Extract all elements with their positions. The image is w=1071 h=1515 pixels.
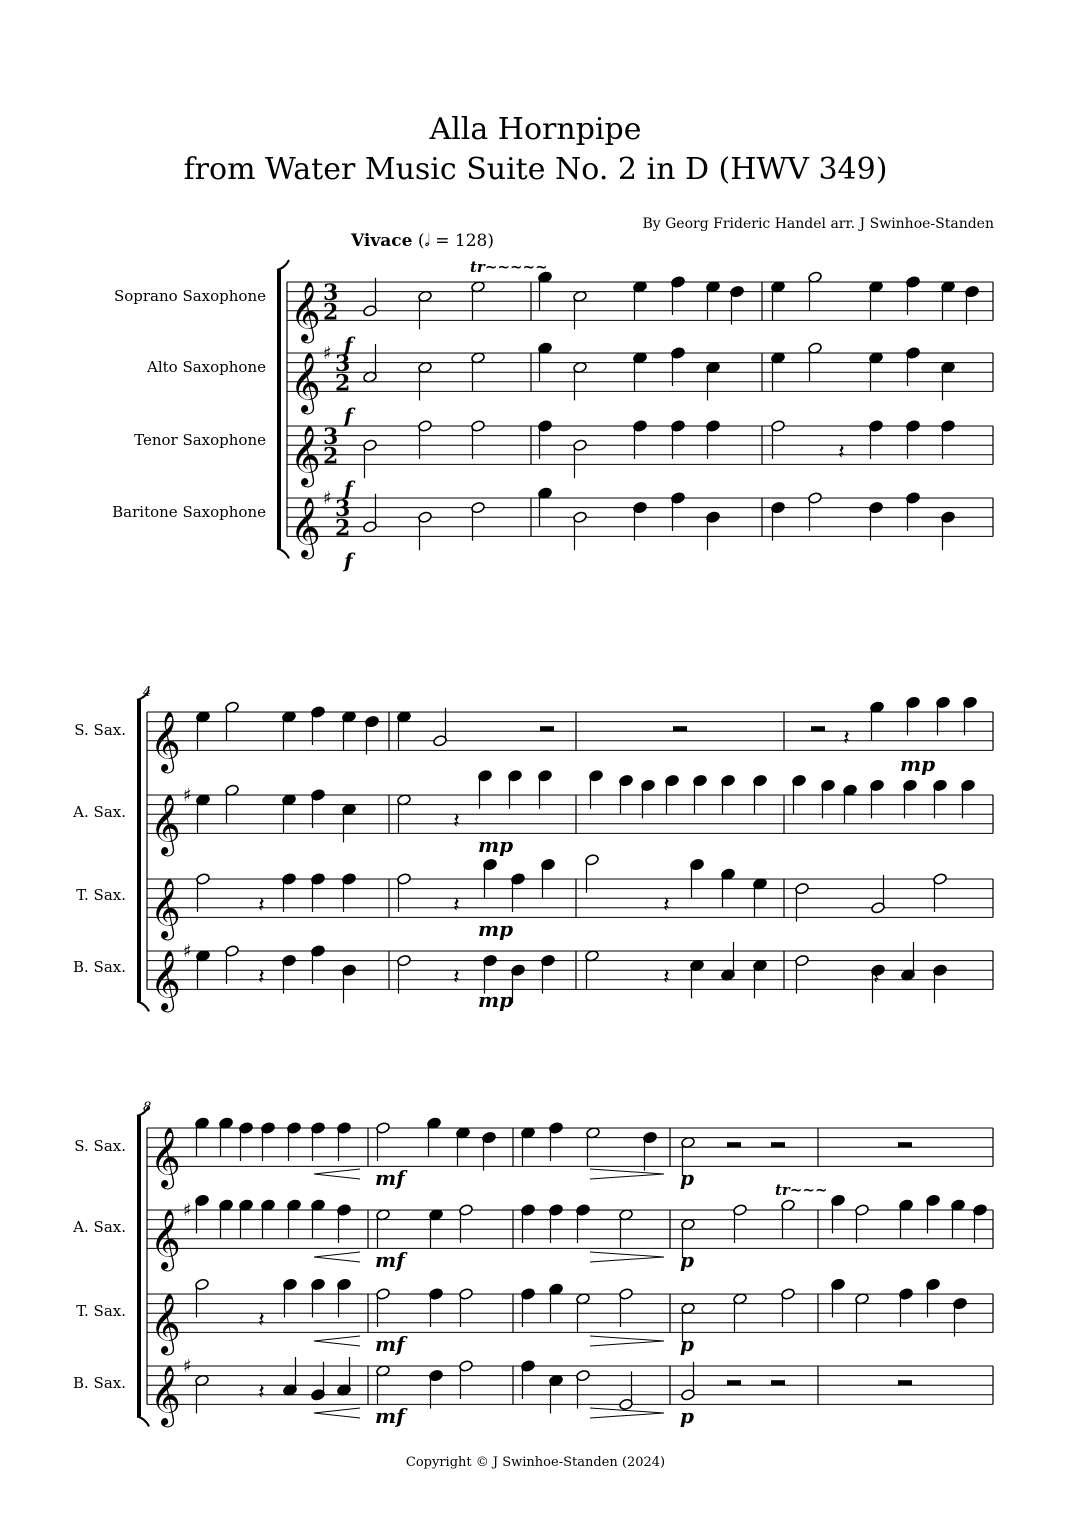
half-rest [540,726,554,731]
quarter-rest: 𝄽 [258,892,265,918]
decrescendo-hairpin [590,1169,664,1179]
system-bracket [137,700,141,1001]
measure-number-8: 8 [143,1100,152,1115]
instrument-name-baritone: Baritone Saxophone [112,503,266,521]
system-bracket [277,270,281,548]
dynamic-mp: mp [478,988,514,1012]
time-sig-denominator: 2 [323,443,339,470]
dynamic-p: p [680,1404,694,1428]
quarter-rest: 𝄽 [258,1307,265,1333]
copyright-notice: Copyright © J Swinhoe-Standen (2024) [405,1455,666,1470]
time-sig-denominator: 2 [323,299,339,326]
dynamic-mf: mf [375,1404,405,1428]
key-sharp: ♯ [323,488,332,509]
composer-credit: By Georg Frideric Handel arr. J Swinhoe-Standen [642,216,994,232]
instrument-short-tenor-s2: T. Sax. [76,886,126,904]
time-sig-numerator: 3 [323,424,339,451]
instrument-short-alto-s3: A. Sax. [73,1218,126,1236]
treble-clef: 𝄞 [150,794,181,855]
half-rest [898,1380,912,1385]
instrument-name-tenor: Tenor Saxophone [134,431,266,449]
instrument-short-soprano-s3: S. Sax. [74,1137,126,1155]
treble-clef: 𝄞 [290,497,321,558]
dynamic-p: p [680,1166,694,1190]
dynamic-mp: mp [478,833,514,857]
bracket-bottom-hook [137,1416,149,1426]
quarter-rest: 𝄽 [453,892,460,918]
treble-clef: 𝄞 [150,1365,181,1426]
dynamic-mf: mf [375,1166,405,1190]
half-rest [811,726,825,731]
treble-clef: 𝄞 [150,1293,181,1354]
treble-clef: 𝄞 [150,950,181,1011]
key-sharp: ♯ [183,1356,192,1377]
measure-number-4: 4 [143,685,152,700]
key-sharp: ♯ [183,1200,192,1221]
treble-clef: 𝄞 [150,1127,181,1188]
treble-clef: 𝄞 [150,878,181,939]
treble-clef: 𝄞 [290,281,321,342]
dynamic-mp: mp [900,752,936,776]
half-rest [727,1380,741,1385]
bracket-bottom-hook [137,1001,149,1011]
tempo-metronome: (𝅗𝅥 = 128) [417,231,495,251]
dynamic-mf: mf [375,1248,405,1272]
instrument-name-alto: Alto Saxophone [147,358,266,376]
trill-icon: tr~~~ [775,1181,828,1199]
dynamic-mp: mp [478,917,514,941]
instrument-short-baritone-s2: B. Sax. [72,958,126,976]
instrument-short-alto-s2: A. Sax. [73,803,126,821]
bracket-top-hook [277,260,289,270]
dynamic-p: p [680,1248,694,1272]
decrescendo-hairpin [590,1252,664,1262]
quarter-rest: 𝄽 [663,892,670,918]
key-sharp: ♯ [323,343,332,364]
half-rest [771,1142,785,1147]
half-note-icon: 𝅗𝅥 [424,231,430,251]
key-sharp: ♯ [183,941,192,962]
bracket-bottom-hook [277,548,289,558]
treble-clef: 𝄞 [150,1209,181,1270]
score-title: Alla Hornpipe [429,112,642,147]
staves [137,260,993,1427]
treble-clef: 𝄞 [290,425,321,486]
dynamic-f: f [344,476,353,501]
half-rest [673,726,687,731]
dynamic-f: f [344,332,353,357]
instrument-name-soprano: Soprano Saxophone [113,287,266,305]
quarter-rest: 𝄽 [258,1379,265,1405]
half-rest [771,1380,785,1385]
treble-clef: 𝄞 [150,711,181,772]
quarter-rest: 𝄽 [873,964,880,990]
time-sig-denominator: 2 [335,370,351,397]
quarter-rest: 𝄽 [843,725,850,751]
time-sig-numerator: 3 [323,280,339,307]
time-sig-denominator: 2 [335,515,351,542]
key-sharp: ♯ [183,785,192,806]
time-sig-numerator: 3 [335,351,351,378]
half-rest [898,1142,912,1147]
treble-clef: 𝄞 [290,352,321,413]
dynamic-f: f [344,403,353,428]
score-subtitle: from Water Music Suite No. 2 in D (HWV 349) [183,152,888,187]
dynamic-f: f [344,548,353,573]
dynamic-p: p [680,1332,694,1356]
quarter-rest: 𝄽 [258,964,265,990]
dynamic-mf: mf [375,1332,405,1356]
crescendo-hairpin [314,1169,360,1179]
half-rest [727,1142,741,1147]
crescendo-hairpin [314,1336,360,1346]
trill-icon: tr~~~~~ [470,258,548,276]
instrument-short-soprano-s2: S. Sax. [74,721,126,739]
quarter-rest: 𝄽 [663,964,670,990]
decrescendo-hairpin [590,1336,664,1346]
instrument-short-tenor-s3: T. Sax. [76,1302,126,1320]
quarter-rest: 𝄽 [453,964,460,990]
instrument-short-baritone-s3: B. Sax. [72,1374,126,1392]
system-bracket [137,1116,141,1416]
tempo-label: Vivace [351,231,413,251]
crescendo-hairpin [314,1408,360,1418]
quarter-rest: 𝄽 [838,439,845,465]
time-sig-numerator: 3 [335,496,351,523]
crescendo-hairpin [314,1252,360,1262]
quarter-rest: 𝄽 [453,808,460,834]
